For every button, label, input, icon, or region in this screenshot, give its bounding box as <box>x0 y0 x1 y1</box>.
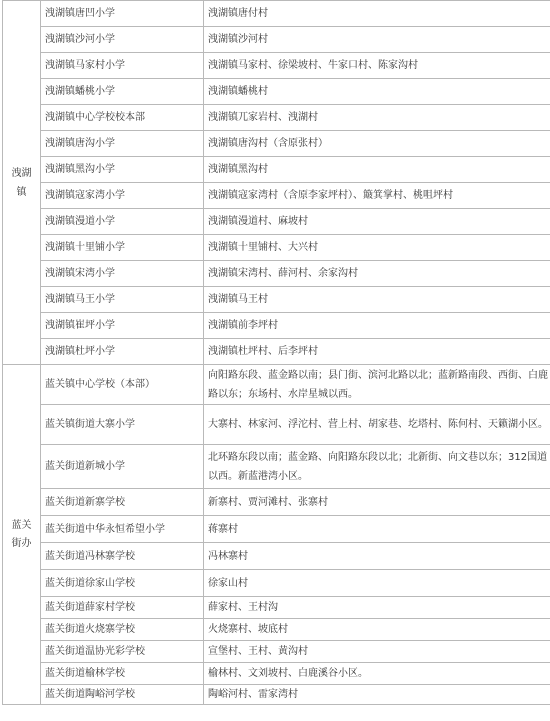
enrollment-area-cell: 薛家村、王村沟 <box>204 597 550 619</box>
enrollment-area-cell: 洩湖镇兀家岩村、洩湖村 <box>204 105 550 131</box>
school-name-cell: 洩湖镇唐凹小学 <box>41 1 204 27</box>
enrollment-area-cell: 洩湖镇唐沟村（含原张村） <box>204 131 550 157</box>
school-name-cell: 洩湖镇中心学校校本部 <box>41 105 204 131</box>
table-row <box>3 516 550 543</box>
table-row <box>3 685 550 705</box>
enrollment-area-cell: 向阳路东段、蓝金路以南；县门街、滨河北路以北；蓝新路南段、西街、白鹿路以东；东场村、水岸星城以西。 <box>204 365 550 405</box>
school-name-cell: 洩湖镇唐沟小学 <box>41 131 204 157</box>
school-name-cell: 蓝关街道新寨学校 <box>41 489 204 516</box>
table-row <box>3 405 550 445</box>
enrollment-area-cell: 新寨村、贾河滩村、张寨村 <box>204 489 550 516</box>
table-row <box>3 261 550 287</box>
enrollment-area-cell: 洩湖镇寇家湾村（含原李家坪村）、簸箕掌村、桃咀坪村 <box>204 183 550 209</box>
school-zone-table <box>2 0 550 705</box>
school-name-cell: 蓝关街道徐家山学校 <box>41 570 204 597</box>
table-row <box>3 105 550 131</box>
table-row <box>3 641 550 663</box>
school-name-cell: 洩湖镇马家村小学 <box>41 53 204 79</box>
enrollment-area-cell: 火烧寨村、坡底村 <box>204 619 550 641</box>
table-row <box>3 313 550 339</box>
table-row <box>3 235 550 261</box>
table-row <box>3 287 550 313</box>
district-cell: 蓝关街办 <box>3 365 41 705</box>
enrollment-area-cell: 洩湖镇蟠桃村 <box>204 79 550 105</box>
table-row <box>3 1 550 27</box>
school-name-cell: 洩湖镇蟠桃小学 <box>41 79 204 105</box>
enrollment-area-cell: 北环路东段以南；蓝金路、向阳路东段以北；北新街、向文巷以东；312国道以西。新蓝港湾小区。 <box>204 445 550 489</box>
school-name-cell: 蓝关街道新城小学 <box>41 445 204 489</box>
enrollment-area-cell: 洩湖镇十里铺村、大兴村 <box>204 235 550 261</box>
table-row <box>3 597 550 619</box>
table-row <box>3 27 550 53</box>
district-cell: 洩湖镇 <box>3 1 41 365</box>
enrollment-area-cell: 陶峪河村、雷家湾村 <box>204 685 550 705</box>
enrollment-area-cell: 洩湖镇唐付村 <box>204 1 550 27</box>
enrollment-area-cell: 大寨村、林家河、浮沱村、营上村、胡家巷、圪塔村、陈何村、天籁湖小区。 <box>204 405 550 445</box>
table-row <box>3 619 550 641</box>
school-name-cell: 洩湖镇宋湾小学 <box>41 261 204 287</box>
table-row <box>3 183 550 209</box>
school-name-cell: 洩湖镇黑沟小学 <box>41 157 204 183</box>
enrollment-area-cell: 榆林村、文刘坡村、白鹿溪谷小区。 <box>204 663 550 685</box>
enrollment-area-cell: 洩湖镇杜坪村、后李坪村 <box>204 339 550 365</box>
enrollment-area-cell: 洩湖镇沙河村 <box>204 27 550 53</box>
table-row <box>3 365 550 405</box>
school-name-cell: 洩湖镇沙河小学 <box>41 27 204 53</box>
table-row <box>3 79 550 105</box>
school-name-cell: 蓝关街道冯林寨学校 <box>41 543 204 570</box>
school-name-cell: 蓝关街道陶峪河学校 <box>41 685 204 705</box>
school-name-cell: 蓝关街道薛家村学校 <box>41 597 204 619</box>
school-name-cell: 蓝关镇街道大寨小学 <box>41 405 204 445</box>
enrollment-area-cell: 洩湖镇漫道村、麻坡村 <box>204 209 550 235</box>
table-row <box>3 543 550 570</box>
table-row <box>3 339 550 365</box>
enrollment-area-cell: 徐家山村 <box>204 570 550 597</box>
enrollment-area-cell: 洩湖镇黑沟村 <box>204 157 550 183</box>
school-name-cell: 洩湖镇十里铺小学 <box>41 235 204 261</box>
enrollment-area-cell: 洩湖镇宋湾村、薛河村、余家沟村 <box>204 261 550 287</box>
school-name-cell: 蓝关街道温协光彩学校 <box>41 641 204 663</box>
enrollment-area-cell: 洩湖镇马王村 <box>204 287 550 313</box>
table-row <box>3 131 550 157</box>
table-row <box>3 445 550 489</box>
enrollment-area-cell: 洩湖镇前李坪村 <box>204 313 550 339</box>
school-name-cell: 蓝关街道中华永恒希望小学 <box>41 516 204 543</box>
table-row <box>3 53 550 79</box>
school-name-cell: 蓝关街道榆林学校 <box>41 663 204 685</box>
school-zone-body <box>3 1 550 705</box>
enrollment-area-cell: 冯林寨村 <box>204 543 550 570</box>
school-name-cell: 洩湖镇马王小学 <box>41 287 204 313</box>
table-row <box>3 570 550 597</box>
table-row <box>3 489 550 516</box>
school-name-cell: 洩湖镇崔坪小学 <box>41 313 204 339</box>
table-row <box>3 157 550 183</box>
school-name-cell: 洩湖镇漫道小学 <box>41 209 204 235</box>
enrollment-area-cell: 宣堡村、王村、黄沟村 <box>204 641 550 663</box>
school-name-cell: 洩湖镇寇家湾小学 <box>41 183 204 209</box>
table-row <box>3 209 550 235</box>
school-name-cell: 洩湖镇杜坪小学 <box>41 339 204 365</box>
enrollment-area-cell: 蒋寨村 <box>204 516 550 543</box>
table-row <box>3 663 550 685</box>
school-name-cell: 蓝关镇中心学校（本部） <box>41 365 204 405</box>
school-name-cell: 蓝关街道火烧寨学校 <box>41 619 204 641</box>
enrollment-area-cell: 洩湖镇马家村、徐梁坡村、牛家口村、陈家沟村 <box>204 53 550 79</box>
